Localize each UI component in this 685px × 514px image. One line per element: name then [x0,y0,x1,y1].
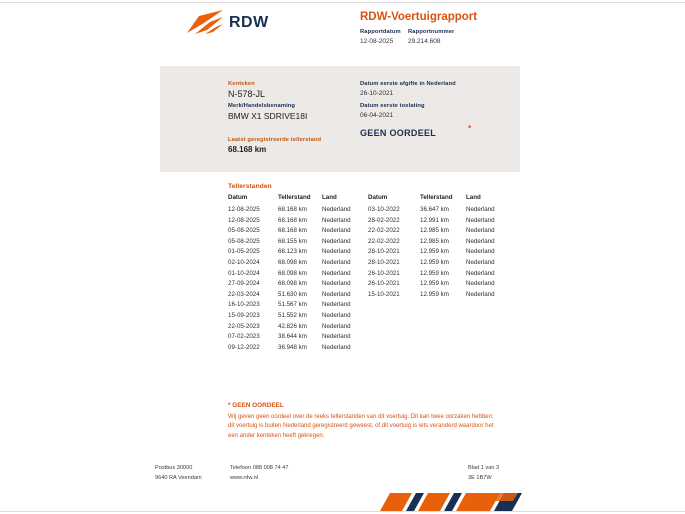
merk-field [228,103,307,121]
table-cell: Nederland [322,311,351,319]
table-cell: Nederland [466,269,495,277]
table-row [368,280,502,291]
table-cell: 68.155 km [278,237,307,245]
table-cell: 22-05-2023 [228,322,260,330]
footer-doc-code: 3E 1B7W [468,475,492,481]
table-row [228,344,360,355]
table-cell: Nederland [322,333,351,341]
oordeel-badge: GEEN OORDEEL [360,128,437,138]
merk-value: BMW X1 SDRIVE18I [228,111,308,121]
table-cell: Nederland [466,248,495,256]
merk-label: Merk/Handelsbenaming [228,103,296,109]
table-cell: 12.959 km [420,280,449,288]
table-row [228,248,360,259]
table-cell: 12.959 km [420,248,449,256]
eerste-toelating-value: 06-04-2021 [360,112,394,119]
table-header-row [228,194,360,206]
eerste-toelating-field [360,103,425,119]
table-row [228,227,360,238]
footer-pageinfo [468,465,499,485]
table-row [368,227,502,238]
table-row [228,206,360,217]
eerste-afgifte-value: 26-10-2021 [360,90,394,97]
tellerstanden-heading: Tellerstanden [228,183,272,190]
table-cell: 68.168 km [278,206,307,213]
report-date-value: 12-08-2025 [360,38,394,45]
table-cell: 26-10-2021 [368,280,400,288]
table-cell: 51.567 km [278,301,307,309]
page-bottom-edge [0,511,685,512]
table-cell: 15-09-2023 [228,311,260,319]
footer-sheet-number: Blad 1 van 3 [468,465,500,471]
table-row [228,291,360,302]
table-cell: Nederland [466,237,495,245]
table-row [368,248,502,259]
tellerstanden-table-left [228,194,360,354]
table-cell: 68.123 km [278,248,307,256]
oordeel-footnote [228,402,496,441]
table-cell: 68.098 km [278,258,307,266]
table-cell: 68.168 km [278,216,307,224]
page-title: RDW-Voertuigrapport [360,11,478,23]
footer-address [155,465,202,485]
table-cell: 28-02-2022 [368,216,400,224]
table-cell: Nederland [322,269,351,277]
table-cell: 28-10-2021 [368,258,400,266]
report-date-label: Rapportdatum [360,29,401,35]
table-row [228,312,360,323]
page-top-edge [0,2,685,3]
table-cell: Nederland [322,206,351,213]
vehicle-summary-panel [160,66,520,172]
kenteken-value: N-578-JL [228,89,266,99]
table-cell: 12.991 km [420,216,449,224]
table-cell: Nederland [466,280,495,288]
table-cell: 12.959 km [420,258,449,266]
table-row [368,291,502,302]
table-row [228,301,360,312]
table-cell: 22-02-2022 [368,237,400,245]
footnote-body: Wij geven geen oordeel over de reeks tellerstanden van dit voertuig. Dit kan twee oorzaken hebben: dit voertuig is buiten Nederland geregistreerd geweest, of dit voertuig is iets veranderd waardoor het een ander kenteken heeft gekregen. [228,414,494,439]
table-cell: Nederland [466,216,495,224]
table-row [228,259,360,270]
table-cell: 12.959 km [420,290,449,298]
column-header-land: Land [466,194,481,201]
table-cell: 36.647 km [420,206,449,213]
table-cell: 02-10-2024 [228,258,260,266]
rdw-logo [186,9,269,36]
table-cell: 01-10-2024 [228,269,260,277]
table-cell: 51.630 km [278,290,307,298]
table-cell: 12.959 km [420,269,449,277]
table-row [368,217,502,228]
table-cell: 09-12-2022 [228,343,260,351]
table-cell: 27-09-2024 [228,280,260,288]
table-row [228,217,360,228]
table-cell: Nederland [322,227,351,235]
table-cell: 01-05-2025 [228,248,260,256]
column-header-datum: Datum [368,194,388,201]
report-number-label: Rapportnummer [408,29,455,35]
oordeel-asterisk: * [468,124,472,133]
table-cell: 12.985 km [420,237,449,245]
table-cell: Nederland [466,290,495,298]
footer-address-line1: Postbus 30000 [155,465,193,471]
table-cell: Nederland [322,248,351,256]
table-cell: Nederland [466,258,495,266]
table-cell: 16-10-2023 [228,301,260,309]
rdw-logo-text: RDW [229,13,269,31]
table-cell: 05-08-2025 [228,227,260,235]
footer-website: www.rdw.nl [230,475,258,481]
table-cell: 36.948 km [278,343,307,351]
table-row [368,238,502,249]
column-header-land: Land [322,194,337,201]
table-cell: 12-08-2025 [228,206,260,213]
eerste-toelating-label: Datum eerste toelating [360,103,425,109]
footer-phone: Telefoon 088 008 74 47 [230,465,289,471]
table-cell: Nederland [466,227,495,235]
eerste-afgifte-field [360,81,456,97]
table-cell: 51.552 km [278,311,307,319]
table-cell: 12.985 km [420,227,449,235]
table-cell: Nederland [322,290,351,298]
table-row [228,238,360,249]
table-cell: 68.098 km [278,280,307,288]
column-header-tellerstand: Tellerstand [278,194,311,201]
column-header-datum: Datum [228,194,248,201]
table-cell: 42.826 km [278,322,307,330]
table-cell: 22-03-2024 [228,290,260,298]
table-cell: 15-10-2021 [368,290,400,298]
table-row [228,280,360,291]
table-cell: 03-10-2022 [368,206,400,213]
table-row [368,259,502,270]
report-number-value: 29.214.608 [408,38,441,45]
table-row [228,333,360,344]
rdw-logo-mark [186,9,224,36]
table-cell: Nederland [322,301,351,309]
laatste-tellerstand-value: 68.168 km [228,145,267,154]
kenteken-field [228,81,265,99]
table-cell: Nederland [466,206,495,213]
table-cell: 28-10-2021 [368,248,400,256]
table-cell: 68.168 km [278,227,307,235]
eerste-afgifte-label: Datum eerste afgifte in Nederland [360,81,456,87]
table-cell: Nederland [322,258,351,266]
report-date-block [360,29,406,45]
table-cell: 05-08-2025 [228,237,260,245]
table-header-row [368,194,502,206]
footer-contact [230,465,288,485]
rdw-footer-decoration [372,493,522,511]
table-cell: Nederland [322,322,351,330]
table-cell: 26-10-2021 [368,269,400,277]
table-cell: Nederland [322,280,351,288]
table-cell: 22-02-2022 [368,227,400,235]
kenteken-label: Kenteken [228,81,255,87]
table-row [368,206,502,217]
laatste-tellerstand-field [228,137,321,154]
table-cell: 68.098 km [278,269,307,277]
table-cell: Nederland [322,216,351,224]
table-cell: Nederland [322,343,351,351]
table-row [228,323,360,334]
table-row [228,270,360,281]
laatste-tellerstand-label: Laatst geregistreerde tellerstand [228,137,322,143]
table-cell: 07-02-2023 [228,333,260,341]
report-number-block [408,29,454,45]
footer-address-line2: 9640 RA Veendam [155,475,202,481]
table-cell: 38.644 km [278,333,307,341]
table-cell: 12-08-2025 [228,216,260,224]
column-header-tellerstand: Tellerstand [420,194,453,201]
footnote-heading: * GEEN OORDEEL [228,402,284,409]
table-cell: Nederland [322,237,351,245]
tellerstanden-table-right [368,194,502,301]
report-meta [360,29,456,45]
table-row [368,270,502,281]
